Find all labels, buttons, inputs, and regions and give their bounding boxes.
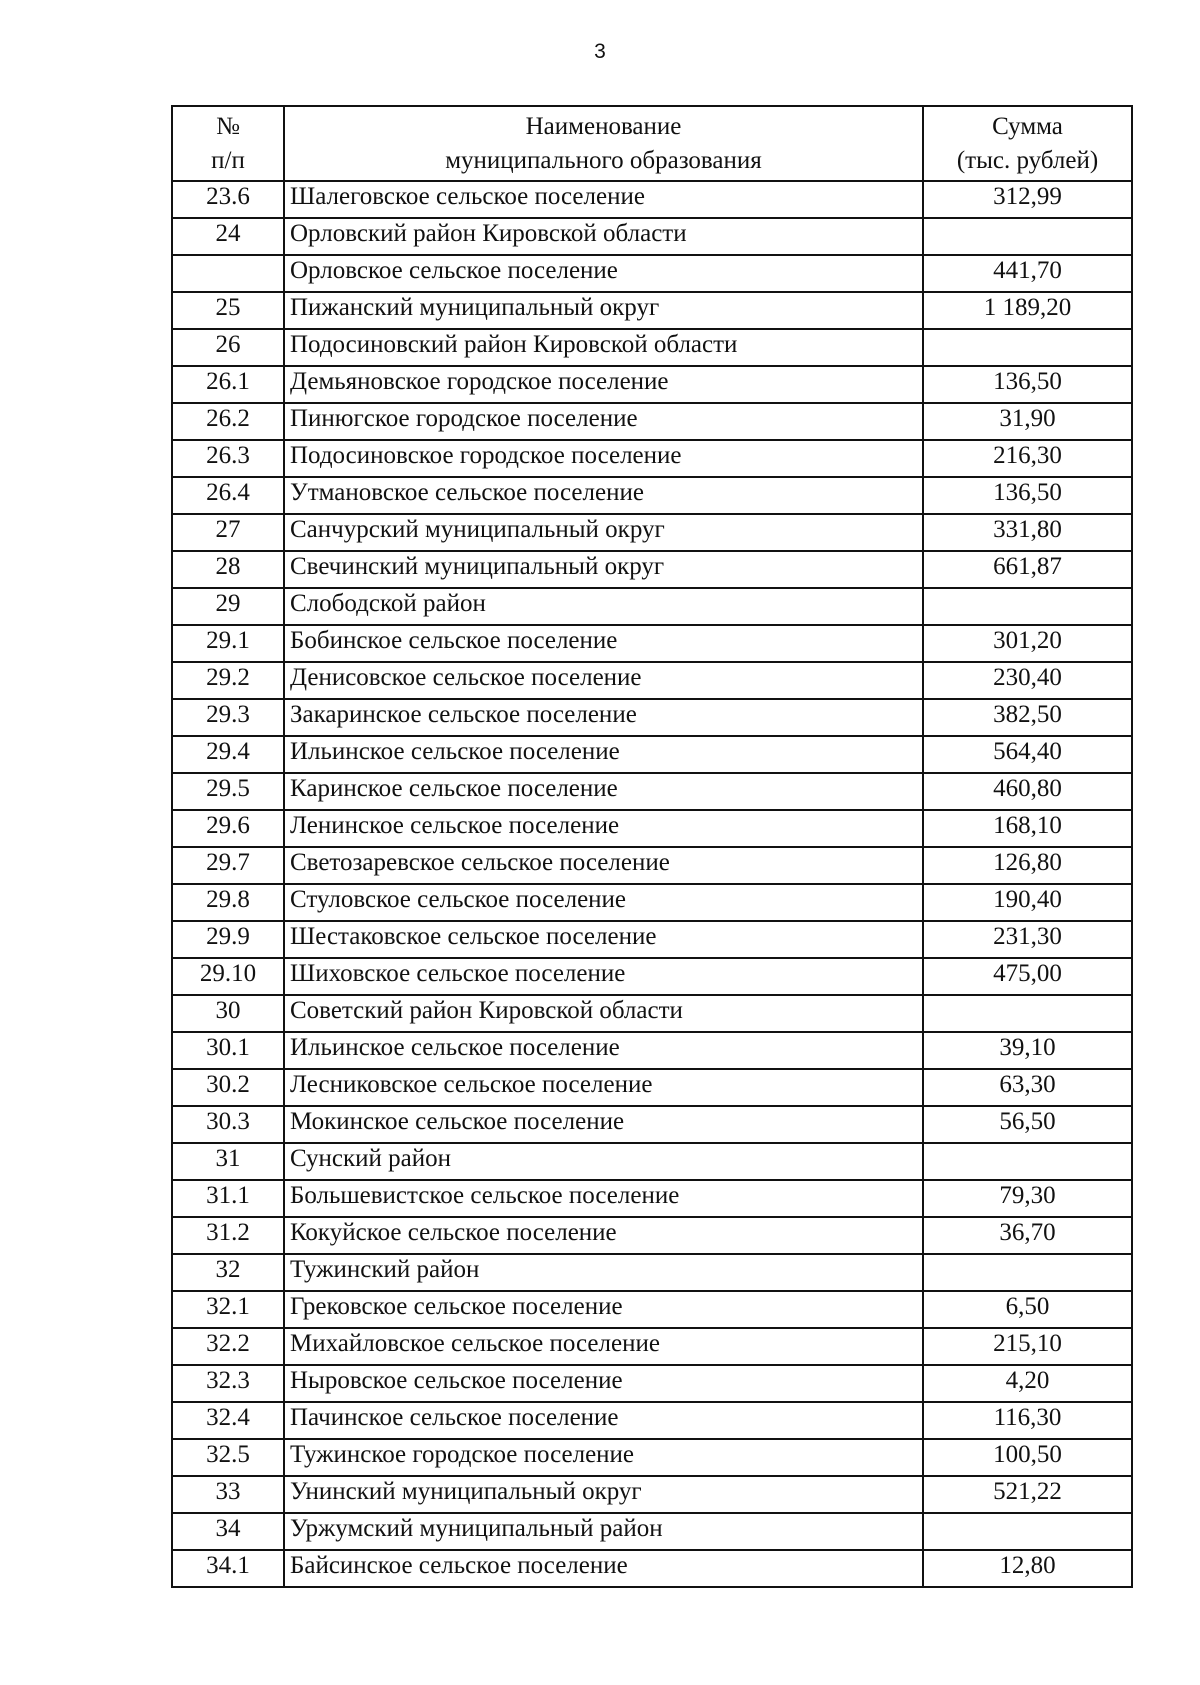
- row-name-cell: Денисовское сельское поселение: [284, 662, 923, 699]
- row-name-cell: Кокуйское сельское поселение: [284, 1217, 923, 1254]
- row-number-cell: 29.1: [172, 625, 284, 662]
- table-row: [172, 440, 1132, 477]
- row-sum-cell: 216,30: [923, 440, 1132, 477]
- row-number-cell: 28: [172, 551, 284, 588]
- row-sum-cell: 564,40: [923, 736, 1132, 773]
- table-row: [172, 1032, 1132, 1069]
- row-name-cell: Пижанский муниципальный округ: [284, 292, 923, 329]
- row-sum-cell: [923, 995, 1132, 1032]
- table-row: [172, 736, 1132, 773]
- row-number-cell: 26: [172, 329, 284, 366]
- row-name-cell: Свечинский муниципальный округ: [284, 551, 923, 588]
- row-name-cell: Пачинское сельское поселение: [284, 1402, 923, 1439]
- row-number-cell: 32.2: [172, 1328, 284, 1365]
- row-name-cell: Ильинское сельское поселение: [284, 736, 923, 773]
- row-number-cell: 32: [172, 1254, 284, 1291]
- row-number-cell: 29.9: [172, 921, 284, 958]
- row-sum-cell: 79,30: [923, 1180, 1132, 1217]
- row-sum-cell: 312,99: [923, 181, 1132, 218]
- row-sum-cell: 475,00: [923, 958, 1132, 995]
- column-header-name: [284, 106, 923, 181]
- table-row: [172, 1439, 1132, 1476]
- row-sum-cell: 4,20: [923, 1365, 1132, 1402]
- table-body: [172, 181, 1132, 1587]
- row-sum-cell: [923, 329, 1132, 366]
- row-name-cell: Тужинский район: [284, 1254, 923, 1291]
- table-row: [172, 218, 1132, 255]
- table-row: [172, 588, 1132, 625]
- row-name-cell: Лесниковское сельское поселение: [284, 1069, 923, 1106]
- row-number-cell: 32.1: [172, 1291, 284, 1328]
- row-number-cell: 26.2: [172, 403, 284, 440]
- table-row: [172, 1513, 1132, 1550]
- header-number-line2: п/п: [211, 146, 245, 174]
- row-sum-cell: 331,80: [923, 514, 1132, 551]
- row-number-cell: 34: [172, 1513, 284, 1550]
- row-sum-cell: 215,10: [923, 1328, 1132, 1365]
- table-row: [172, 551, 1132, 588]
- row-name-cell: Ленинское сельское поселение: [284, 810, 923, 847]
- row-sum-cell: 56,50: [923, 1106, 1132, 1143]
- row-sum-cell: 6,50: [923, 1291, 1132, 1328]
- row-sum-cell: 136,50: [923, 477, 1132, 514]
- row-name-cell: Байсинское сельское поселение: [284, 1550, 923, 1587]
- row-number-cell: 27: [172, 514, 284, 551]
- row-number-cell: 32.5: [172, 1439, 284, 1476]
- row-number-cell: 31.1: [172, 1180, 284, 1217]
- row-number-cell: 29.3: [172, 699, 284, 736]
- row-name-cell: Шиховское сельское поселение: [284, 958, 923, 995]
- row-sum-cell: 136,50: [923, 366, 1132, 403]
- row-name-cell: Унинский муниципальный округ: [284, 1476, 923, 1513]
- table-row: [172, 625, 1132, 662]
- row-sum-cell: 231,30: [923, 921, 1132, 958]
- column-header-sum: [923, 106, 1132, 181]
- table-row: [172, 1291, 1132, 1328]
- row-number-cell: 32.4: [172, 1402, 284, 1439]
- table-row: [172, 921, 1132, 958]
- row-number-cell: 24: [172, 218, 284, 255]
- row-number-cell: 23.6: [172, 181, 284, 218]
- table-row: [172, 329, 1132, 366]
- row-name-cell: Пинюгское городское поселение: [284, 403, 923, 440]
- table-row: [172, 884, 1132, 921]
- table-row: [172, 958, 1132, 995]
- row-sum-cell: [923, 1143, 1132, 1180]
- row-sum-cell: 39,10: [923, 1032, 1132, 1069]
- row-number-cell: 30.2: [172, 1069, 284, 1106]
- row-number-cell: 29.8: [172, 884, 284, 921]
- table-row: [172, 1069, 1132, 1106]
- row-number-cell: 32.3: [172, 1365, 284, 1402]
- page-number: 3: [594, 40, 606, 63]
- row-sum-cell: 31,90: [923, 403, 1132, 440]
- row-number-cell: 29.7: [172, 847, 284, 884]
- row-name-cell: Бобинское сельское поселение: [284, 625, 923, 662]
- row-number-cell: 29: [172, 588, 284, 625]
- table-row: [172, 1254, 1132, 1291]
- row-sum-cell: [923, 588, 1132, 625]
- row-name-cell: Слободской район: [284, 588, 923, 625]
- row-sum-cell: 441,70: [923, 255, 1132, 292]
- row-number-cell: 30: [172, 995, 284, 1032]
- row-sum-cell: 100,50: [923, 1439, 1132, 1476]
- header-name-line1: Наименование: [525, 112, 682, 140]
- table-row: [172, 662, 1132, 699]
- row-number-cell: 25: [172, 292, 284, 329]
- row-name-cell: Демьяновское городское поселение: [284, 366, 923, 403]
- row-number-cell: 31: [172, 1143, 284, 1180]
- header-number-line1: №: [216, 112, 240, 140]
- row-sum-cell: 521,22: [923, 1476, 1132, 1513]
- row-sum-cell: 190,40: [923, 884, 1132, 921]
- table-header-row: [172, 106, 1132, 181]
- row-sum-cell: 12,80: [923, 1550, 1132, 1587]
- row-number-cell: 33: [172, 1476, 284, 1513]
- row-name-cell: Сунский район: [284, 1143, 923, 1180]
- row-name-cell: Ильинское сельское поселение: [284, 1032, 923, 1069]
- table-row: [172, 292, 1132, 329]
- row-sum-cell: 661,87: [923, 551, 1132, 588]
- row-sum-cell: 1 189,20: [923, 292, 1132, 329]
- table-row: [172, 995, 1132, 1032]
- row-sum-cell: 116,30: [923, 1402, 1132, 1439]
- table-row: [172, 1402, 1132, 1439]
- column-header-number: [172, 106, 284, 181]
- row-name-cell: Большевистское сельское поселение: [284, 1180, 923, 1217]
- row-number-cell: 29.2: [172, 662, 284, 699]
- table-row: [172, 477, 1132, 514]
- row-number-cell: [172, 255, 284, 292]
- header-sum-line2: (тыс. рублей): [956, 146, 1099, 174]
- table-row: [172, 403, 1132, 440]
- table-row: [172, 181, 1132, 218]
- allocation-table: [171, 105, 1133, 1588]
- row-name-cell: Тужинское городское поселение: [284, 1439, 923, 1476]
- table-row: [172, 1217, 1132, 1254]
- row-number-cell: 30.1: [172, 1032, 284, 1069]
- table-row: [172, 1143, 1132, 1180]
- row-sum-cell: [923, 218, 1132, 255]
- row-number-cell: 26.4: [172, 477, 284, 514]
- row-number-cell: 26.1: [172, 366, 284, 403]
- row-name-cell: Каринское сельское поселение: [284, 773, 923, 810]
- table-row: [172, 699, 1132, 736]
- row-name-cell: Грековское сельское поселение: [284, 1291, 923, 1328]
- table-row: [172, 255, 1132, 292]
- row-name-cell: Михайловское сельское поселение: [284, 1328, 923, 1365]
- row-name-cell: Закаринское сельское поселение: [284, 699, 923, 736]
- table-row: [172, 810, 1132, 847]
- row-name-cell: Шестаковское сельское поселение: [284, 921, 923, 958]
- row-name-cell: Утмановское сельское поселение: [284, 477, 923, 514]
- row-name-cell: Орловский район Кировской области: [284, 218, 923, 255]
- header-name-line2: муниципального образования: [445, 146, 762, 174]
- table-row: [172, 1550, 1132, 1587]
- row-sum-cell: 382,50: [923, 699, 1132, 736]
- row-name-cell: Подосиновский район Кировской области: [284, 329, 923, 366]
- row-sum-cell: 126,80: [923, 847, 1132, 884]
- table-row: [172, 1180, 1132, 1217]
- row-number-cell: 30.3: [172, 1106, 284, 1143]
- row-number-cell: 29.4: [172, 736, 284, 773]
- row-name-cell: Орловское сельское поселение: [284, 255, 923, 292]
- row-name-cell: Шалеговское сельское поселение: [284, 181, 923, 218]
- row-name-cell: Стуловское сельское поселение: [284, 884, 923, 921]
- row-name-cell: Санчурский муниципальный округ: [284, 514, 923, 551]
- row-sum-cell: 168,10: [923, 810, 1132, 847]
- row-sum-cell: 63,30: [923, 1069, 1132, 1106]
- row-number-cell: 29.6: [172, 810, 284, 847]
- row-number-cell: 29.5: [172, 773, 284, 810]
- row-name-cell: Подосиновское городское поселение: [284, 440, 923, 477]
- table-row: [172, 1476, 1132, 1513]
- table-row: [172, 1106, 1132, 1143]
- row-name-cell: Светозаревское сельское поселение: [284, 847, 923, 884]
- table-row: [172, 366, 1132, 403]
- row-sum-cell: 230,40: [923, 662, 1132, 699]
- row-sum-cell: [923, 1513, 1132, 1550]
- table-row: [172, 847, 1132, 884]
- table-row: [172, 773, 1132, 810]
- table-row: [172, 1365, 1132, 1402]
- header-sum-line1: Сумма: [992, 112, 1063, 140]
- table-row: [172, 1328, 1132, 1365]
- row-sum-cell: [923, 1254, 1132, 1291]
- row-sum-cell: 460,80: [923, 773, 1132, 810]
- row-name-cell: Уржумский муниципальный район: [284, 1513, 923, 1550]
- row-number-cell: 31.2: [172, 1217, 284, 1254]
- row-number-cell: 29.10: [172, 958, 284, 995]
- row-name-cell: Советский район Кировской области: [284, 995, 923, 1032]
- row-sum-cell: 36,70: [923, 1217, 1132, 1254]
- table-row: [172, 514, 1132, 551]
- row-number-cell: 26.3: [172, 440, 284, 477]
- row-name-cell: Мокинское сельское поселение: [284, 1106, 923, 1143]
- row-sum-cell: 301,20: [923, 625, 1132, 662]
- row-name-cell: Ныровское сельское поселение: [284, 1365, 923, 1402]
- row-number-cell: 34.1: [172, 1550, 284, 1587]
